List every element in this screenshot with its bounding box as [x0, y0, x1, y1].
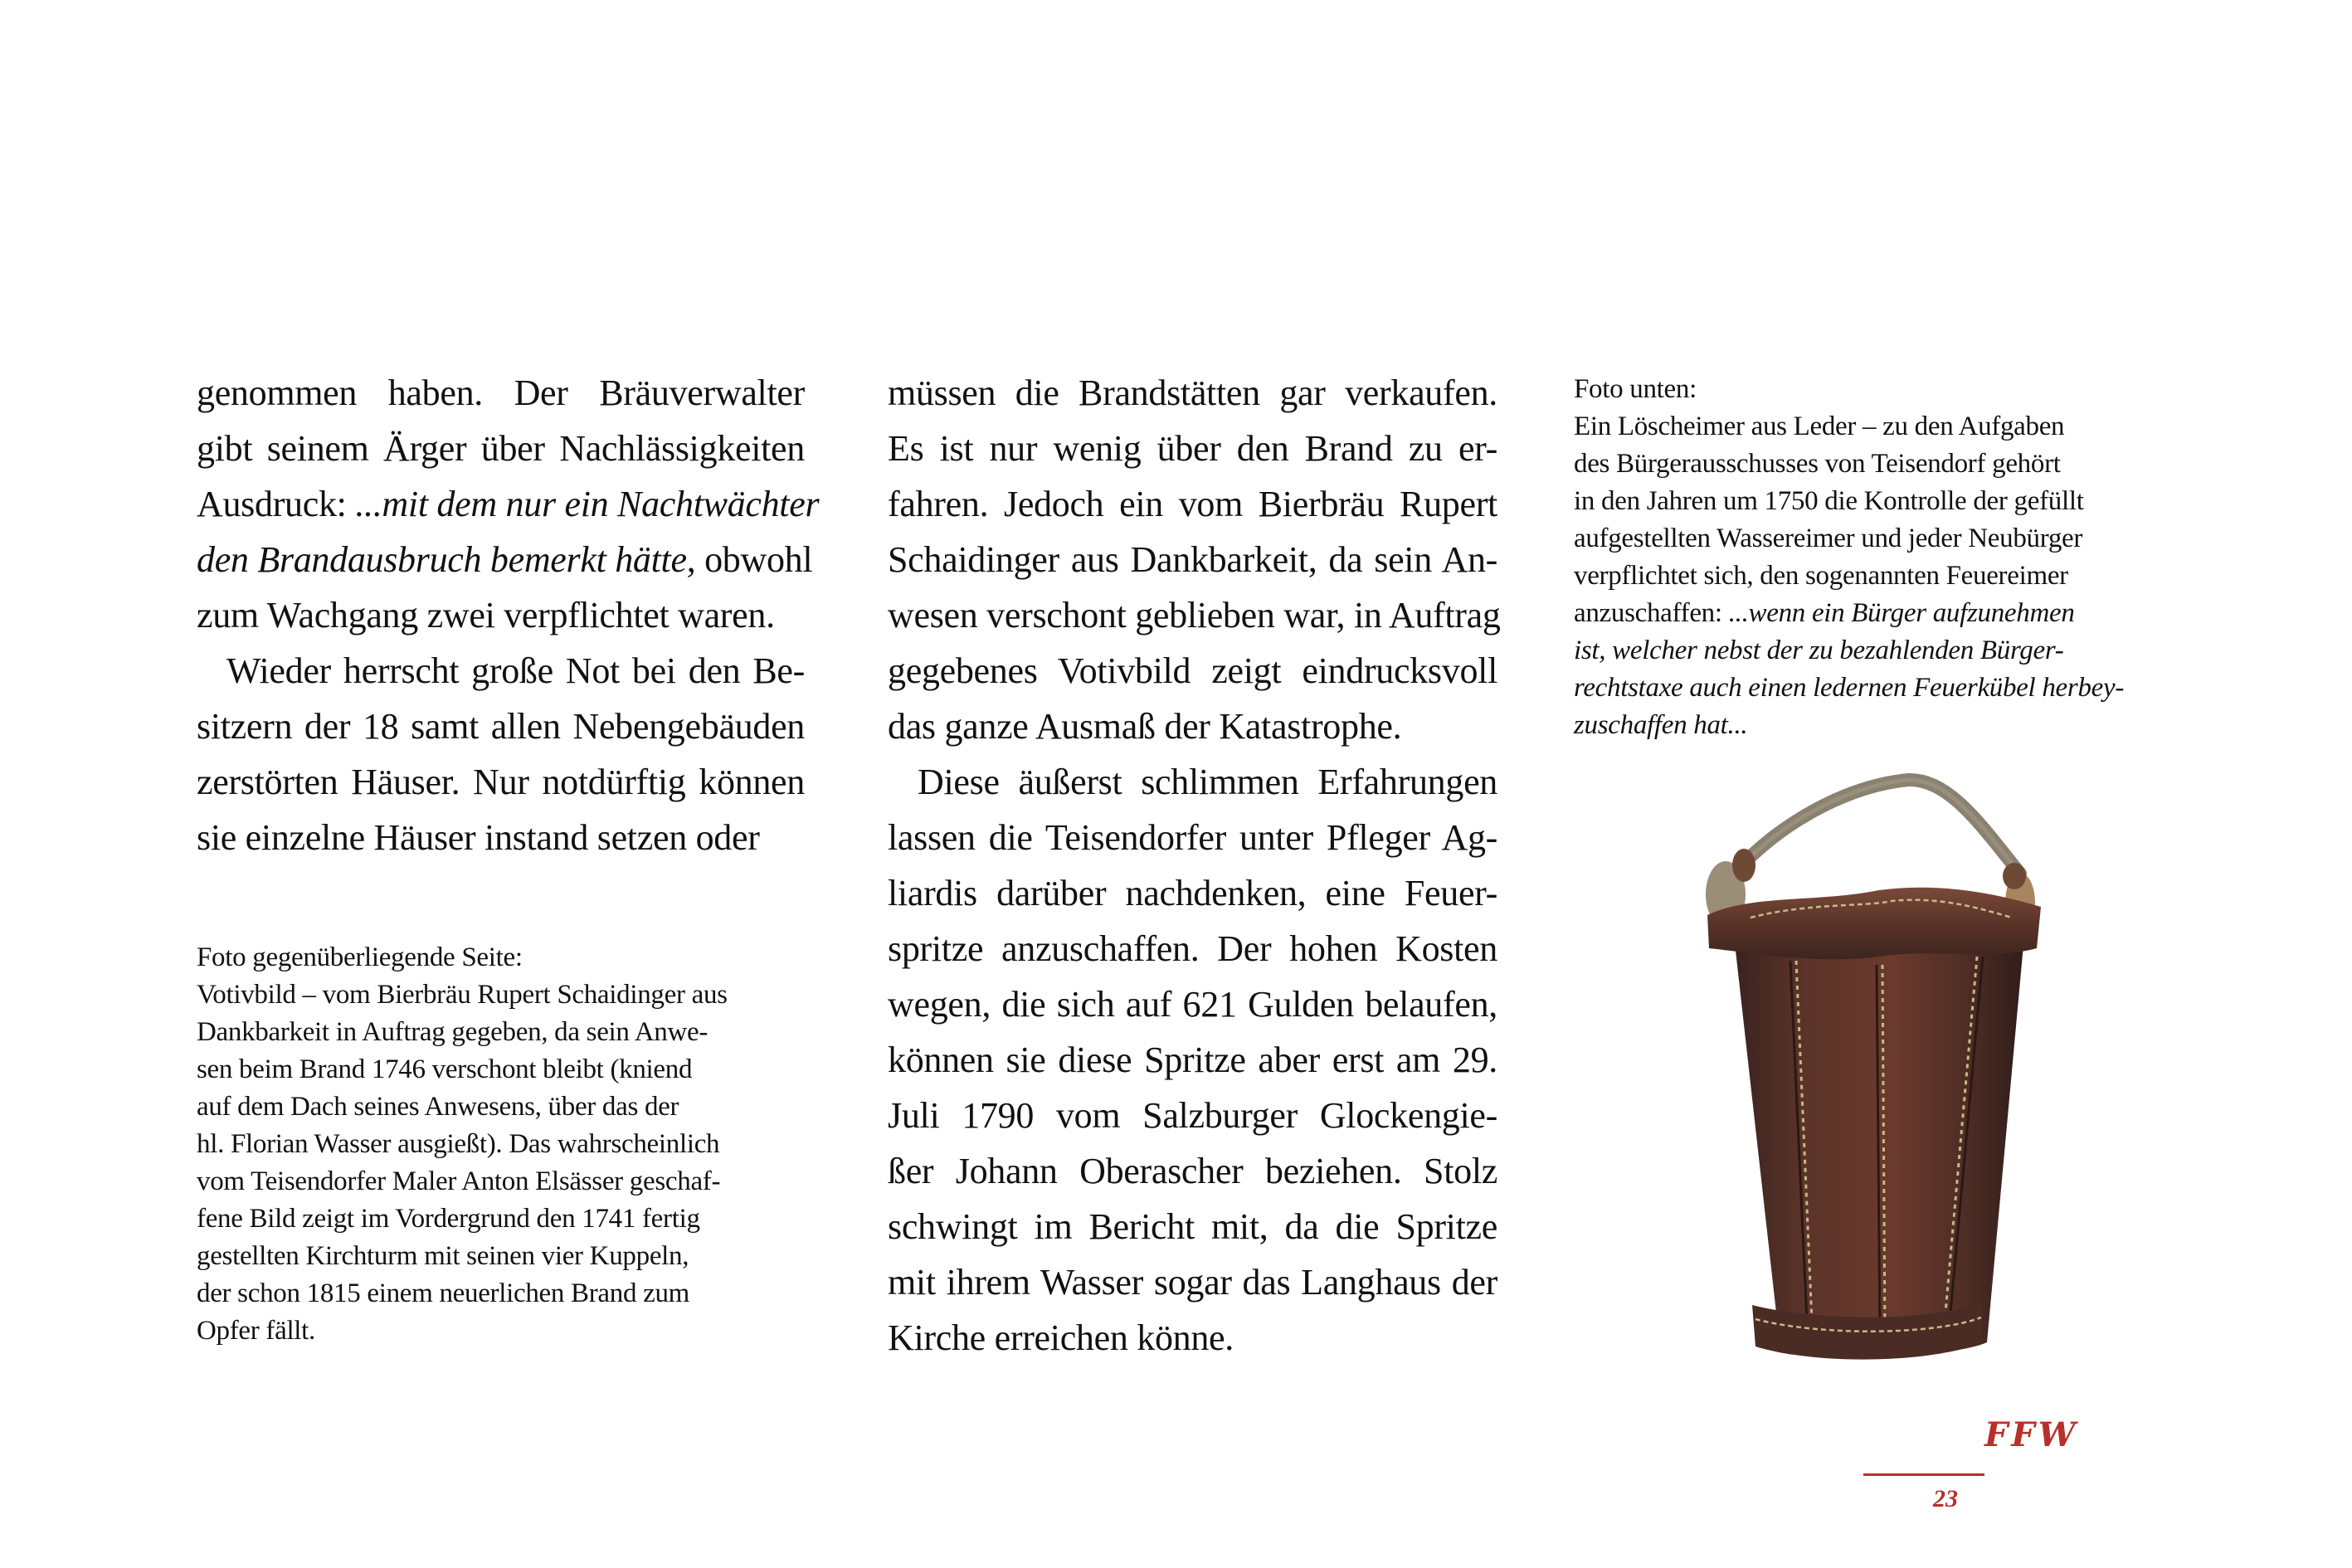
text-line — [888, 365, 1497, 421]
text-line — [888, 587, 1501, 643]
text-line — [197, 421, 805, 476]
text-segment: wegen, die sich auf 621 Gulden belaufen, — [888, 984, 1497, 1025]
text-line — [1574, 670, 2204, 707]
text-segment: fene Bild zeigt im Vordergrund den 1741 fertig — [197, 1204, 700, 1234]
text-segment: können sie diese Spritze aber erst am 29. — [888, 1040, 1497, 1080]
text-line — [197, 810, 805, 865]
italic-quote: ...wenn ein Bürger aufzunehmen — [1728, 598, 2075, 628]
text-line — [197, 939, 811, 976]
text-segment: der schon 1815 einem neuerlichen Brand zum — [197, 1278, 690, 1308]
text-segment: sen beim Brand 1746 verschont bleibt (kniend — [197, 1054, 693, 1084]
text-line — [1574, 446, 2204, 483]
text-line — [1574, 707, 2204, 744]
text-segment: auf dem Dach seines Anwesens, über das der — [197, 1092, 679, 1122]
text-segment: sitzern der 18 samt allen Nebengebäuden — [197, 706, 805, 747]
text-line — [888, 421, 1497, 476]
text-segment: Ein Löscheimer aus Leder – zu den Aufgaben — [1574, 411, 2065, 441]
text-segment: Juli 1790 vom Salzburger Glockengie- — [888, 1095, 1497, 1136]
text-line — [1574, 483, 2204, 520]
text-line — [197, 1200, 811, 1238]
text-segment: Ausdruck: — [197, 484, 356, 524]
text-line — [1574, 558, 2204, 595]
text-segment: Foto gegenüberliegende Seite: — [197, 942, 523, 972]
text-line — [197, 1051, 811, 1088]
text-segment: hl. Florian Wasser ausgießt). Das wahrscheinlich — [197, 1129, 720, 1159]
page-number: 23 — [1933, 1485, 1958, 1512]
text-line — [197, 699, 805, 754]
text-segment: vom Teisendorfer Maler Anton Elsässer geschaf- — [197, 1166, 721, 1196]
text-segment: das ganze Ausmaß der Katastrophe. — [888, 706, 1402, 747]
bucket-handle — [1738, 780, 2020, 874]
text-line — [197, 1163, 811, 1200]
text-segment: Diese äußerst schlimmen Erfahrungen — [918, 762, 1497, 802]
italic-quote: rechtstaxe auch einen ledernen Feuerkübel herbey- — [1574, 673, 2125, 703]
text-segment: des Bürgerausschusses von Teisendorf gehört — [1574, 449, 2061, 479]
text-segment: lassen die Teisendorfer unter Pfleger Ag- — [888, 817, 1497, 858]
text-segment: Opfer fällt. — [197, 1316, 315, 1346]
text-line — [888, 643, 1497, 699]
text-line — [888, 1199, 1497, 1254]
text-line — [197, 1275, 811, 1312]
photo-caption-below — [1574, 371, 2204, 744]
text-line — [197, 976, 811, 1014]
text-line — [888, 865, 1497, 921]
text-segment: zerstörten Häuser. Nur notdürftig können — [197, 762, 805, 802]
photo-caption-opposite-page — [197, 939, 811, 1350]
text-line — [888, 699, 1497, 754]
text-line — [888, 976, 1497, 1032]
text-segment: fahren. Jedoch ein vom Bierbräu Rupert — [888, 484, 1497, 524]
text-segment: müssen die Brandstätten gar verkaufen. — [888, 373, 1497, 413]
italic-quote: ist, welcher nebst der zu bezahlenden Bürger- — [1574, 635, 2064, 665]
text-segment: schwingt im Bericht mit, da die Spritze — [888, 1206, 1497, 1247]
body-column-left — [197, 365, 820, 865]
text-segment: Votivbild – vom Bierbräu Rupert Schaidinger aus — [197, 980, 728, 1010]
text-segment: Wieder herrscht große Not bei den Be- — [226, 650, 805, 691]
text-segment: Dankbarkeit in Auftrag gegeben, da sein Anwe- — [197, 1017, 709, 1047]
text-segment: Foto unten: — [1574, 374, 1697, 404]
text-segment: gibt seinem Ärger über Nachlässigkeiten — [197, 428, 805, 469]
text-segment: verpflichtet sich, den sogenannten Feuereimer — [1574, 561, 2068, 591]
text-line — [197, 1014, 811, 1051]
text-line — [888, 810, 1497, 865]
text-segment: in den Jahren um 1750 die Kontrolle der gefüllt — [1574, 486, 2084, 516]
text-line — [197, 365, 805, 421]
text-line — [888, 754, 1497, 810]
text-segment: liardis darüber nachdenken, eine Feuer- — [888, 873, 1497, 913]
text-segment: gestellten Kirchturm mit seinen vier Kuppeln, — [197, 1241, 689, 1271]
text-segment: spritze anzuschaffen. Der hohen Kosten — [888, 928, 1497, 969]
text-line — [888, 921, 1497, 976]
text-segment: wesen verschont geblieben war, in Auftrag — [888, 595, 1501, 635]
text-line — [1574, 632, 2204, 670]
text-line — [888, 1254, 1497, 1310]
text-line — [1574, 408, 2204, 446]
text-line — [197, 532, 813, 587]
text-segment: sie einzelne Häuser instand setzen oder — [197, 817, 760, 858]
footer-rule — [1863, 1473, 1984, 1476]
text-line — [1574, 371, 2204, 408]
text-line — [197, 1126, 811, 1163]
text-segment: aufgestellten Wassereimer und jeder Neubürger — [1574, 523, 2083, 553]
text-line — [197, 1238, 811, 1275]
text-segment: Es ist nur wenig über den Brand zu er- — [888, 428, 1497, 469]
text-segment: mit ihrem Wasser sogar das Langhaus der — [888, 1262, 1497, 1303]
text-line — [197, 1088, 811, 1126]
fire-bucket-illustration — [1701, 770, 2057, 1384]
text-line — [888, 1032, 1497, 1088]
text-line — [197, 643, 805, 699]
text-line — [1574, 595, 2204, 632]
text-segment: gegebenes Votivbild zeigt eindrucksvoll — [888, 650, 1497, 691]
leather-fire-bucket-photo — [1701, 770, 2057, 1384]
text-line — [888, 476, 1497, 532]
bucket-rim — [1707, 888, 2041, 960]
text-line — [888, 532, 1497, 587]
text-line — [888, 1143, 1497, 1199]
text-segment: Schaidinger aus Dankbarkeit, da sein An- — [888, 539, 1497, 580]
text-segment: anzuschaffen: — [1574, 598, 1729, 628]
text-line — [888, 1310, 1497, 1366]
italic-quote: ...mit dem nur ein Nachtwächter — [355, 484, 820, 524]
text-segment: genommen haben. Der Bräuverwalter — [197, 373, 805, 413]
text-line — [1574, 520, 2204, 558]
italic-quote: den Brandausbruch bemerkt hätte — [197, 539, 687, 580]
body-column-middle — [888, 365, 1501, 1366]
text-segment: zum Wachgang zwei verpflichtet waren. — [197, 595, 775, 635]
text-line — [888, 1088, 1497, 1143]
text-line — [197, 476, 820, 532]
text-segment: Kirche erreichen könne. — [888, 1317, 1234, 1358]
italic-quote: zuschaffen hat... — [1574, 710, 1748, 740]
ffw-logo: FFW — [1984, 1415, 2079, 1454]
text-segment: ßer Johann Oberascher beziehen. Stolz — [888, 1151, 1497, 1191]
text-line — [197, 1312, 811, 1350]
text-line — [197, 754, 805, 810]
text-segment: , obwohl — [686, 539, 813, 580]
text-line — [197, 587, 805, 643]
